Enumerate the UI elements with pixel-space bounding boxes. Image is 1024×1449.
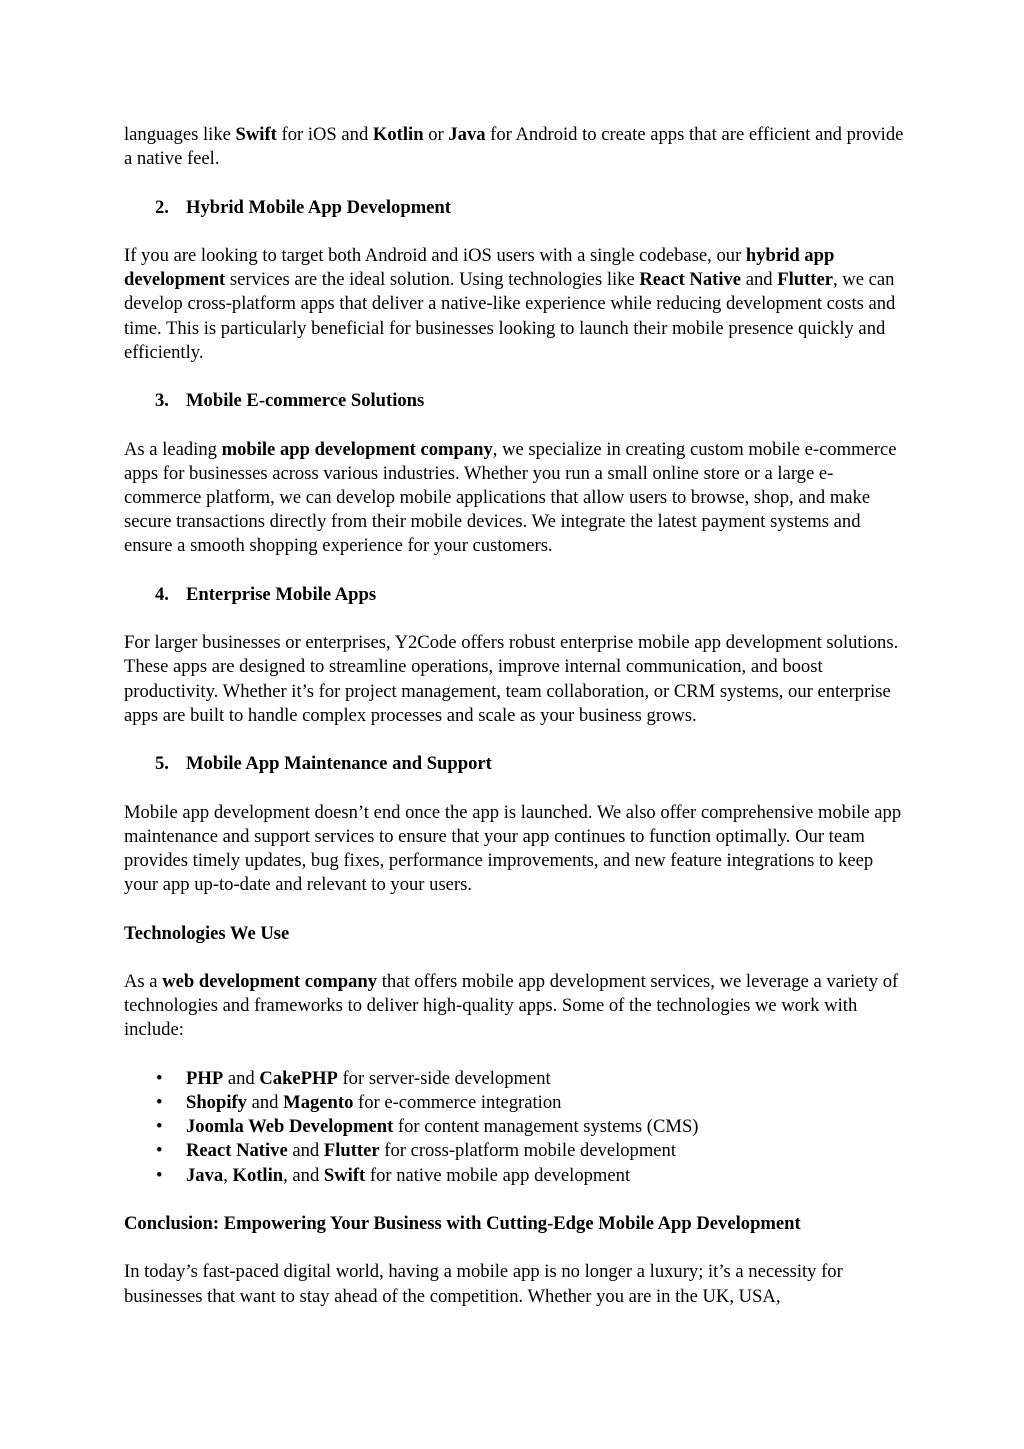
conclusion-heading: Conclusion: Empowering Your Business with Cutting-Edge Mobile App Development	[124, 1212, 801, 1234]
text-run: , we can develop cross-platform apps that deliver a native-like experience while reducing development costs and time. This is particularly beneficial for businesses looking to launch their mobile presence quickly and efficiently.	[124, 269, 896, 363]
bold-term: React Native	[639, 269, 742, 291]
bold-term: React Native	[186, 1140, 288, 1162]
text-run: for iOS and	[276, 124, 373, 145]
technologies-heading: Technologies We Use	[124, 922, 290, 944]
text-run: or	[423, 124, 449, 145]
text-run: that offers mobile app development services, we leverage a variety of technologies and frameworks to deliver high-quality apps. Some of the technologies we work with include:	[124, 970, 899, 1041]
bold-term: Swift	[235, 124, 277, 145]
text-run: If you are looking to target both Android and iOS users with a single codebase, our	[124, 244, 746, 266]
text-run: and	[287, 1140, 324, 1162]
text-run: for cross-platform mobile development	[379, 1140, 677, 1162]
section-heading-maintenance	[124, 752, 909, 776]
text-run: languages like	[124, 124, 236, 145]
section-number: 4.	[155, 583, 169, 605]
document-page	[124, 123, 909, 1333]
bold-term: Swift	[323, 1164, 366, 1186]
section-number: 2.	[155, 196, 169, 218]
text-run: As a	[124, 970, 163, 992]
text-run: As a leading	[124, 438, 222, 460]
text-run: and	[741, 269, 778, 291]
bullet-icon: •	[156, 1067, 163, 1089]
section-title: Enterprise Mobile Apps	[186, 583, 377, 605]
bold-term: Java	[186, 1164, 224, 1186]
section-number: 3.	[155, 390, 169, 412]
ecommerce-paragraph	[124, 438, 909, 559]
section-title: Mobile E-commerce Solutions	[186, 390, 425, 412]
text-run: and	[223, 1067, 260, 1089]
bold-term: Magento	[283, 1091, 354, 1113]
text-run: for content management systems (CMS)	[393, 1116, 699, 1138]
text-run: and	[246, 1091, 284, 1113]
section-heading-hybrid	[124, 196, 909, 220]
section-number: 5.	[155, 753, 169, 775]
bullet-icon: •	[156, 1091, 163, 1113]
maintenance-paragraph: Mobile app development doesn’t end once the app is launched. We also offer comprehensive mobile app maintenance and support services to ensure that your app continues to function optimally. Our team provides timely updates, bug fixes, performance improvements, and new feature integrations to keep your app up-to-date and relevant to your users.	[124, 801, 902, 896]
text-run: for e-commerce integration	[353, 1091, 562, 1113]
technologies-list	[124, 1067, 909, 1188]
technologies-paragraph	[124, 970, 909, 1043]
bold-term: Shopify	[186, 1091, 247, 1113]
section-title: Mobile App Maintenance and Support	[186, 753, 492, 775]
list-item	[124, 1115, 909, 1139]
text-run: for native mobile app development	[365, 1164, 631, 1186]
section-title: Hybrid Mobile App Development	[186, 196, 451, 218]
bullet-icon: •	[156, 1164, 163, 1186]
list-item	[124, 1091, 909, 1115]
conclusion-paragraph: In today’s fast-paced digital world, having a mobile app is no longer a luxury; it’s a necessity for businesses that want to stay ahead of the competition. Whether you are in the UK, USA,	[124, 1261, 843, 1307]
bold-term: Joomla Web Development	[186, 1116, 394, 1138]
text-run: services are the ideal solution. Using technologies like	[225, 269, 640, 291]
bold-term: hybrid app development	[124, 244, 835, 291]
bold-term: web development company	[162, 970, 378, 992]
section-heading-enterprise	[124, 583, 909, 607]
bold-term: Kotlin	[372, 124, 424, 145]
list-item	[124, 1164, 909, 1188]
list-item	[124, 1139, 909, 1163]
intro-paragraph	[124, 123, 909, 171]
bold-term: Flutter	[777, 269, 833, 291]
enterprise-paragraph: For larger businesses or enterprises, Y2Code offers robust enterprise mobile app development solutions. These apps are designed to streamline operations, improve internal communication, and boost productivity. Whether it’s for project management, team collaboration, or CRM systems, our enterprise apps are built to handle complex processes and scale as your business grows.	[124, 632, 899, 726]
bullet-icon: •	[156, 1140, 163, 1162]
text-run: for Android to create apps that are efficient and provide a native feel.	[124, 124, 904, 170]
bold-term: mobile app development company	[221, 438, 493, 460]
bold-term: Java	[448, 124, 486, 145]
bold-term: Flutter	[323, 1140, 380, 1162]
bold-term: CakePHP	[259, 1067, 338, 1089]
list-item	[124, 1067, 909, 1091]
hybrid-paragraph	[124, 244, 909, 365]
bold-term: PHP	[186, 1067, 224, 1089]
text-run: ,	[223, 1164, 233, 1186]
section-heading-ecommerce	[124, 389, 909, 413]
text-run: , we specialize in creating custom mobile e-commerce apps for businesses across various industries. Whether you run a small online store or a large e-commerce platform, we can develop mobile applications that allow users to browse, shop, and make secure transactions directly from their mobile devices. We integrate the latest payment systems and ensure a smooth shopping experience for your customers.	[124, 438, 897, 557]
bold-term: Kotlin	[232, 1164, 284, 1186]
text-run: for server-side development	[337, 1067, 551, 1089]
bullet-icon: •	[156, 1116, 163, 1138]
text-run: , and	[283, 1164, 324, 1186]
